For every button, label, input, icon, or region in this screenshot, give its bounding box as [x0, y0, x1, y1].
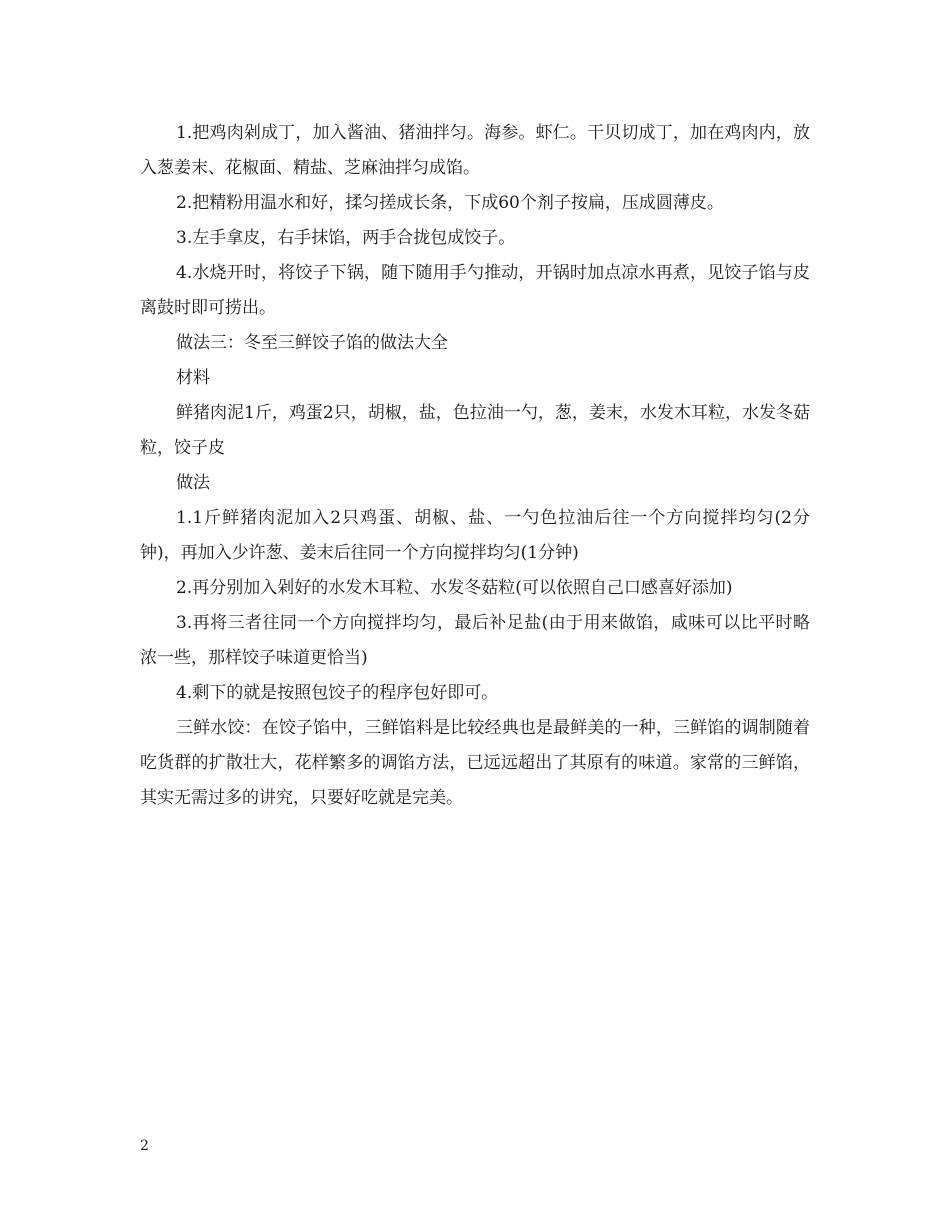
document-body: [140, 116, 810, 816]
paragraph-step-2: 2.把精粉用温水和好，揉匀搓成长条，下成60个剂子按扁，压成圆薄皮。: [176, 193, 724, 213]
paragraph-step-4: 4.水烧开时，将饺子下锅，随下随用手勺推动，开锅时加点凉水再煮，见饺子馅与皮离鼓时即可捞出。: [140, 263, 810, 318]
section-heading-ingredients: 材料: [176, 368, 210, 388]
page-number: 2: [140, 1138, 149, 1154]
paragraph-step-3: 3.左手拿皮，右手抹馅，两手合拢包成饺子。: [176, 228, 516, 248]
paragraph-ingredients: 鲜猪肉泥1斤，鸡蛋2只，胡椒，盐，色拉油一勺，葱，姜末，水发木耳粒，水发冬菇粒，饺子皮: [140, 403, 810, 458]
paragraph-summary: 三鲜水饺：在饺子馅中，三鲜馅料是比较经典也是最鲜美的一种，三鲜馅的调制随着吃货群的扩散壮大，花样繁多的调馅方法，已远远超出了其原有的味道。家常的三鲜馅，其实无需过多的讲究，只要好吃就是完美。: [140, 718, 810, 808]
section-heading-method: 做法: [176, 473, 210, 493]
paragraph-method-step-2: 2.再分别加入剁好的水发木耳粒、水发冬菇粒(可以依照自己口感喜好添加): [176, 578, 733, 598]
paragraph-step-1: 1.把鸡肉剁成丁，加入酱油、猪油拌匀。海参。虾仁。干贝切成丁，加在鸡肉内，放入葱姜末、花椒面、精盐、芝麻油拌匀成馅。: [140, 123, 810, 178]
paragraph-method-step-3: 3.再将三者往同一个方向搅拌均匀，最后补足盐(由于用来做馅，咸味可以比平时略浓一些，那样饺子味道更恰当): [140, 613, 810, 668]
paragraph-method-step-4: 4.剩下的就是按照包饺子的程序包好即可。: [176, 683, 499, 703]
section-heading-method-3: 做法三：冬至三鲜饺子馅的做法大全: [176, 333, 448, 353]
paragraph-method-step-1: 1.1斤鲜猪肉泥加入2只鸡蛋、胡椒、盐、一勺色拉油后往一个方向搅拌均匀(2分钟)，再加入少许葱、姜末后往同一个方向搅拌均匀(1分钟): [140, 508, 810, 563]
